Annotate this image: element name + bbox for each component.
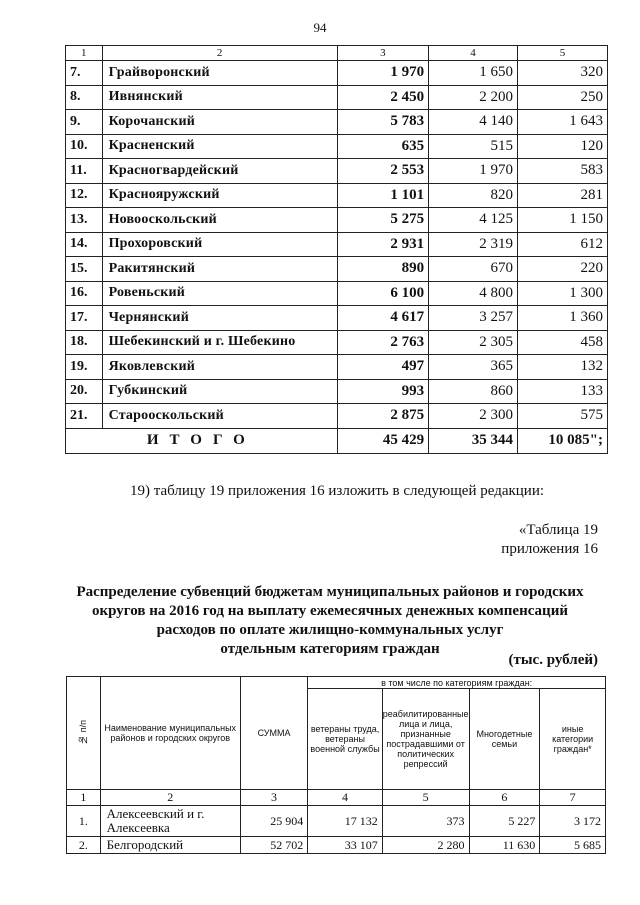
row-num: 10. (66, 134, 103, 159)
row-sum: 52 702 (240, 837, 307, 854)
page-number: 94 (313, 20, 327, 35)
row-name: Алексеевский и г. Алексеевка (100, 806, 240, 837)
table-row (66, 330, 608, 355)
row-sum: 4 617 (337, 306, 429, 331)
row-sum: 5 275 (337, 208, 429, 233)
row-name: Ивнянский (102, 85, 337, 110)
row-veterans: 33 107 (308, 837, 382, 854)
header-sum: СУММА (240, 677, 307, 790)
table-row (66, 281, 608, 306)
row-name: Ракитянский (102, 257, 337, 282)
row-veterans: 17 132 (308, 806, 382, 837)
header-large-families: Многодетные семьи (469, 689, 540, 790)
table-reference-1: «Таблица 19 (518, 522, 598, 538)
table-row (66, 61, 608, 86)
row-sum: 497 (337, 355, 429, 380)
row-veterans: 820 (429, 183, 518, 208)
row-name: Новооскольский (102, 208, 337, 233)
header-other: иные категории граждан* (540, 689, 606, 790)
row-veterans: 2 300 (429, 404, 518, 429)
row-other: 250 (517, 85, 607, 110)
row-name: Прохоровский (102, 232, 337, 257)
table-row (66, 404, 608, 429)
column-index-row (66, 46, 608, 61)
row-name: Губкинский (102, 379, 337, 404)
row-veterans: 4 125 (429, 208, 518, 233)
table-row (66, 85, 608, 110)
row-sum: 2 931 (337, 232, 429, 257)
col-index: 3 (240, 790, 307, 806)
row-num: 21. (66, 404, 103, 429)
heading-line: округов на 2016 год на выплату ежемесячных денежных компенсаций (92, 603, 568, 619)
header-name: Наименование муниципальных районов и городских округов (100, 677, 240, 790)
row-sum: 2 875 (337, 404, 429, 429)
heading-line: Распределение субвенций бюджетам муниципальных районов и городских (76, 584, 584, 600)
row-other: 575 (517, 404, 607, 429)
row-name: Ровеньский (102, 281, 337, 306)
table-reference-2: приложения 16 (501, 541, 598, 557)
row-other: 320 (517, 61, 607, 86)
row-veterans: 860 (429, 379, 518, 404)
row-veterans: 4 800 (429, 281, 518, 306)
col-index-3: 3 (337, 46, 429, 61)
row-veterans: 2 305 (429, 330, 518, 355)
row-other: 1 300 (517, 281, 607, 306)
table-row (67, 806, 606, 837)
table-row (66, 379, 608, 404)
amendment-text: 19) таблицу 19 приложения 16 изложить в следующей редакции: (130, 483, 545, 499)
col-index: 6 (469, 790, 540, 806)
row-veterans: 365 (429, 355, 518, 380)
row-veterans: 1 650 (429, 61, 518, 86)
table-row (67, 837, 606, 854)
row-veterans: 1 970 (429, 159, 518, 184)
row-other: 583 (517, 159, 607, 184)
col-index: 2 (100, 790, 240, 806)
column-index-row (67, 790, 606, 806)
row-rehabilitated: 2 280 (382, 837, 469, 854)
row-name: Белгородский (100, 837, 240, 854)
col-index: 4 (308, 790, 382, 806)
table-row (66, 134, 608, 159)
row-other: 132 (517, 355, 607, 380)
header-rehabilitated: реабилитированные лица и лица, признанные пострадавшими от политических репрессий (382, 689, 469, 790)
table-row (66, 257, 608, 282)
row-sum: 993 (337, 379, 429, 404)
row-num: 7. (66, 61, 103, 86)
table-row (66, 306, 608, 331)
header-group: в том числе по категориям граждан: (308, 677, 606, 689)
total-other: 10 085"; (517, 428, 607, 453)
col-index-2: 2 (102, 46, 337, 61)
row-sum: 2 553 (337, 159, 429, 184)
header-num: № п/п (67, 677, 101, 790)
total-label: ИТОГО (66, 428, 338, 453)
row-sum: 2 450 (337, 85, 429, 110)
table-heading (50, 583, 610, 659)
row-num: 15. (66, 257, 103, 282)
row-num: 17. (66, 306, 103, 331)
row-name: Краснояружский (102, 183, 337, 208)
row-num: 8. (66, 85, 103, 110)
table-row (66, 159, 608, 184)
row-veterans: 2 200 (429, 85, 518, 110)
row-veterans: 515 (429, 134, 518, 159)
total-sum: 45 429 (337, 428, 429, 453)
row-sum: 635 (337, 134, 429, 159)
subvention-table-2 (66, 676, 606, 854)
row-other: 458 (517, 330, 607, 355)
row-veterans: 2 319 (429, 232, 518, 257)
row-other: 1 360 (517, 306, 607, 331)
row-other: 133 (517, 379, 607, 404)
row-num: 12. (66, 183, 103, 208)
row-name: Старооскольский (102, 404, 337, 429)
row-sum: 2 763 (337, 330, 429, 355)
table-row (66, 183, 608, 208)
heading-line: расходов по оплате жилищно-коммунальных услуг (156, 622, 504, 638)
col-index: 1 (67, 790, 101, 806)
row-other: 5 685 (540, 837, 606, 854)
row-rehabilitated: 373 (382, 806, 469, 837)
heading-line: отдельным категориям граждан (220, 641, 440, 657)
header-row-1 (67, 677, 606, 689)
row-sum: 25 904 (240, 806, 307, 837)
col-index-4: 4 (429, 46, 518, 61)
row-other: 281 (517, 183, 607, 208)
row-large-families: 5 227 (469, 806, 540, 837)
row-name: Корочанский (102, 110, 337, 135)
row-num: 14. (66, 232, 103, 257)
header-veterans: ветераны труда, ветераны военной службы (308, 689, 382, 790)
row-sum: 6 100 (337, 281, 429, 306)
unit-label: (тыс. рублей) (508, 652, 598, 668)
row-name: Шебекинский и г. Шебекино (102, 330, 337, 355)
row-num: 13. (66, 208, 103, 233)
row-num: 2. (67, 837, 101, 854)
row-num: 19. (66, 355, 103, 380)
row-name: Грайворонский (102, 61, 337, 86)
table-row (66, 355, 608, 380)
row-num: 18. (66, 330, 103, 355)
row-veterans: 3 257 (429, 306, 518, 331)
row-num: 16. (66, 281, 103, 306)
subvention-table-part (65, 45, 608, 454)
row-large-families: 11 630 (469, 837, 540, 854)
row-sum: 1 101 (337, 183, 429, 208)
table-row (66, 232, 608, 257)
row-veterans: 4 140 (429, 110, 518, 135)
row-name: Чернянский (102, 306, 337, 331)
row-other: 120 (517, 134, 607, 159)
row-num: 9. (66, 110, 103, 135)
row-veterans: 670 (429, 257, 518, 282)
row-other: 220 (517, 257, 607, 282)
row-num: 11. (66, 159, 103, 184)
row-sum: 890 (337, 257, 429, 282)
row-other: 1 643 (517, 110, 607, 135)
row-num: 20. (66, 379, 103, 404)
row-other: 612 (517, 232, 607, 257)
row-name: Красногвардейский (102, 159, 337, 184)
row-num: 1. (67, 806, 101, 837)
col-index-5: 5 (517, 46, 607, 61)
row-other: 3 172 (540, 806, 606, 837)
row-sum: 5 783 (337, 110, 429, 135)
col-index: 7 (540, 790, 606, 806)
col-index-1: 1 (66, 46, 103, 61)
row-name: Яковлевский (102, 355, 337, 380)
total-row (66, 428, 608, 453)
table-row (66, 110, 608, 135)
row-name: Красненский (102, 134, 337, 159)
col-index: 5 (382, 790, 469, 806)
total-veterans: 35 344 (429, 428, 518, 453)
row-sum: 1 970 (337, 61, 429, 86)
row-other: 1 150 (517, 208, 607, 233)
table-row (66, 208, 608, 233)
